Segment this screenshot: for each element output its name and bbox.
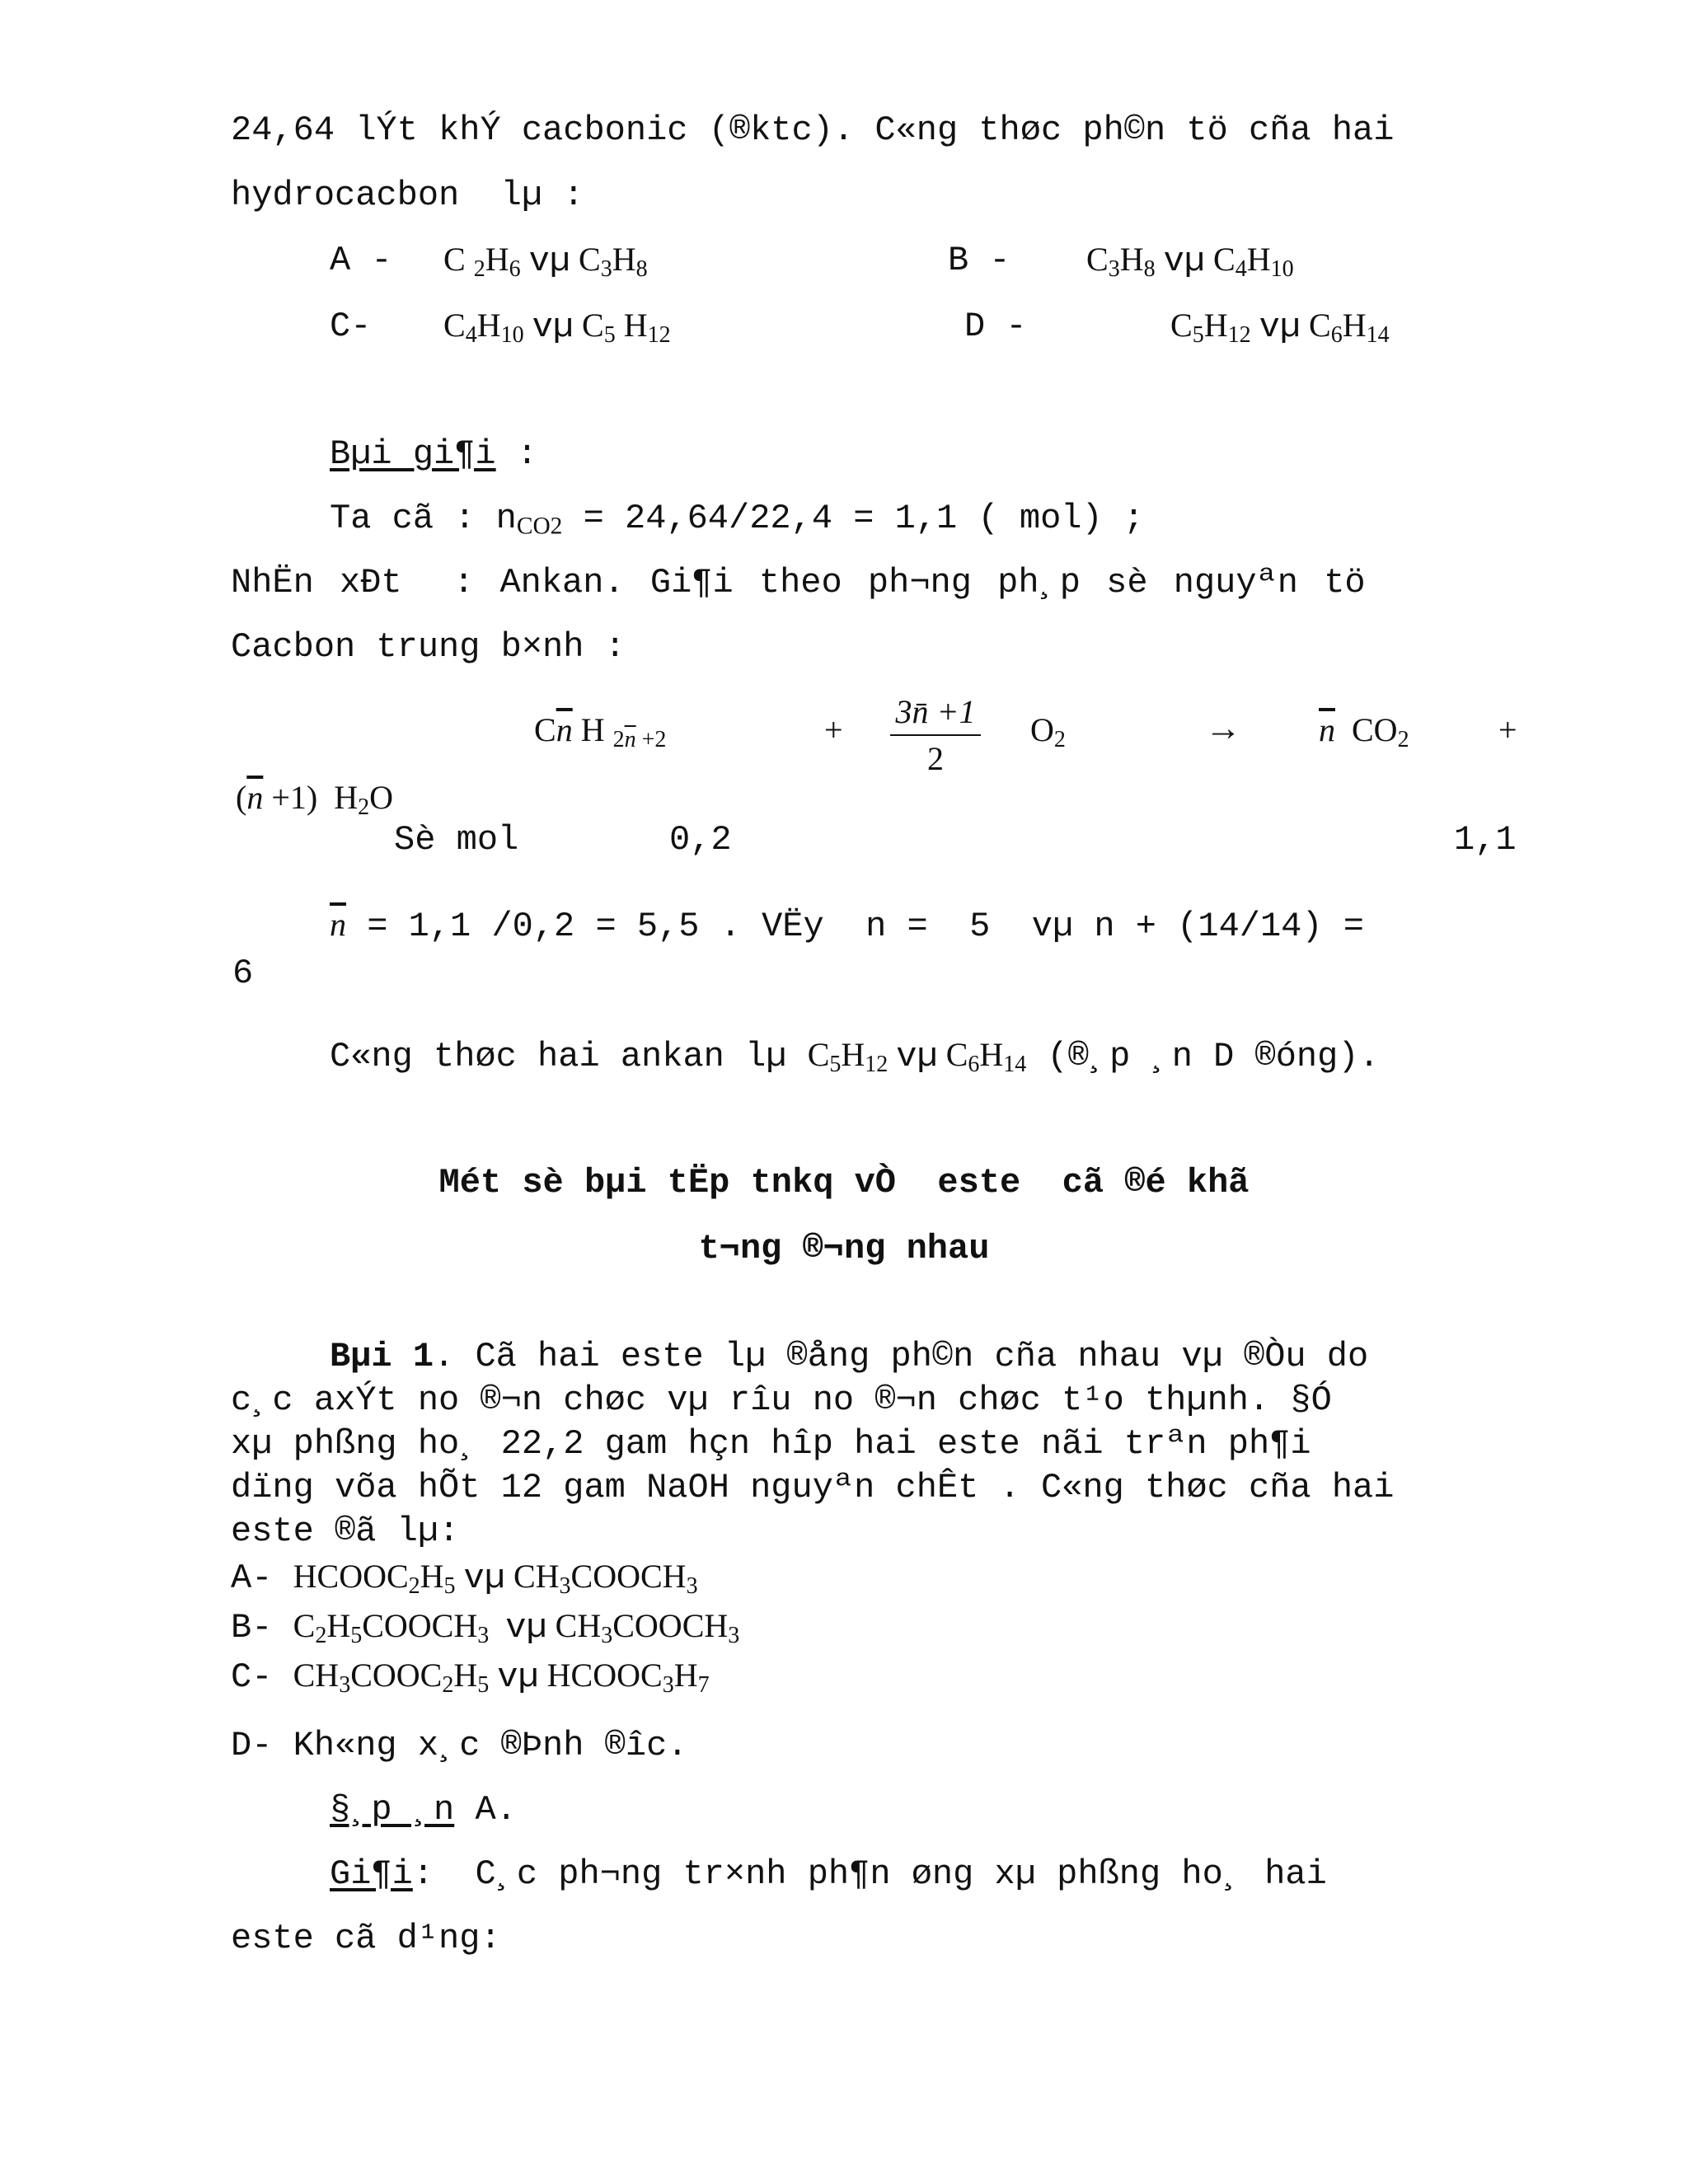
solution-line: este cã d¹ng: (231, 1919, 501, 1958)
option-d-label: D - (964, 307, 1027, 346)
answer-option-d: D- Kh«ng x¸c ®Þnh ®îc. (231, 1726, 688, 1765)
solution-heading: Bµi gi¶i : (330, 434, 538, 474)
option-d-formula: $C_5H_{12}$ vµ $C_6H_{14}$ (1170, 307, 1390, 348)
problem-1-line: dïng võa hÕt 12 gam NaOH nguyªn chÊt . C«ng thøc cña hai (231, 1468, 1395, 1507)
nbar-line: $\overline{n} = 1,1$ /0,2 = 5,5 . VËy n = 5 vµ n + (14/14) = (330, 906, 1365, 946)
answer-option-a: A- $HCOOC_2H_5$ vµ $CH_3COOCH_3$ (231, 1558, 698, 1599)
nbar-line-continued: 6 (232, 954, 254, 993)
fraction-numerator: 3n̄ +1 (895, 693, 976, 730)
ta-co-line: Ta cã : $n_{CO2} = 24,64/22,4 = 1,1$ ( mol) ; (330, 499, 1145, 540)
problem-1-line: este ®ã lµ: (231, 1511, 460, 1551)
option-b-formula: $C_3H_8$ vµ $C_4H_{10}$ (1086, 241, 1294, 282)
fraction-bar (890, 734, 981, 736)
section-heading: Mét sè bµi tËp tnkq vÒ este cã ®é khã (438, 1163, 1250, 1202)
problem-1-line: xµ phßng ho¸ 22,2 gam hçn hîp hai este nãi trªn ph¶i (231, 1424, 1311, 1464)
equation-reactant: $C\overline{n}$ H $_{2\overline{n} +2}$ (534, 711, 667, 752)
problem-1-line: c¸c axÝt no ®¬n chøc vµ rîu no ®¬n chøc t¹o thµnh. §Ó (231, 1380, 1332, 1420)
answer-option-c: C- $CH_3COOC_2H_5$ vµ $HCOOC_3H_7$ (231, 1657, 710, 1698)
equation-co2: $\overline{n}$ $CO_2$ (1319, 711, 1409, 752)
answer-option-b: B- $C_2H_5COOCH_3$ vµ $CH_3COOCH_3$ (231, 1607, 740, 1648)
answer-key: §¸p ¸n A. (330, 1790, 517, 1830)
solution-line: Gi¶i: C¸c ph¬ng tr×nh ph¶n øng xµ phßng ho¸ hai (330, 1854, 1327, 1894)
plus-sign: + (1498, 711, 1517, 748)
paragraph-line: 24,64 lÝt khÝ cacbonic (®ktc). C«ng thøc ph©n tö cña hai (231, 110, 1395, 150)
option-b-label: B - (948, 241, 1010, 280)
nhan-xet-line: NhËn xÐt : Ankan. Gi¶i theo ph¬ng ph¸p sè nguyªn tö (231, 563, 1366, 602)
so-mol-value: 1,1 (1454, 820, 1517, 860)
so-mol-value: 0,2 (669, 820, 732, 860)
nhan-xet-line: Cacbon trung b×nh : (231, 627, 626, 667)
equation-h2o: $(\overline{n} +1)$ $H_2O$ (236, 779, 393, 820)
option-a-label: A - (330, 241, 392, 280)
conclusion-line: C«ng thøc hai ankan lµ $C_5H_{12}$ vµ $C_6H_{14}$ (®¸p ¸n D ®óng). (330, 1036, 1380, 1077)
coefficient-fraction (890, 692, 981, 778)
option-c-label: C- (330, 307, 372, 346)
plus-sign: + (824, 711, 843, 748)
option-a-formula: C $_2H_6$ vµ $C_3H_8$ (443, 241, 648, 282)
problem-1-line: Bµi 1. Cã hai este lµ ®ång ph©n cña nhau vµ ®Òu do (330, 1337, 1369, 1376)
option-c-formula: $C_4H_{10}$ vµ $C_5$ $H_{12}$ (443, 307, 671, 348)
paragraph-line: hydrocacbon lµ : (231, 176, 584, 215)
so-mol-label: Sè mol (394, 820, 519, 860)
section-heading: t¬ng ®¬ng nhau (698, 1229, 990, 1268)
equation-o2: $O_2$ (1030, 711, 1066, 752)
reaction-arrow: → (1205, 708, 1241, 748)
fraction-denominator: 2 (927, 740, 944, 777)
